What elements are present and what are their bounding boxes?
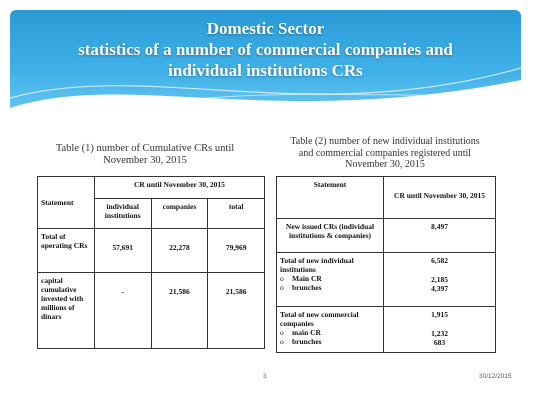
table1-col-individual: individual institutions [94,199,151,229]
table2-row3-sub1 [280,328,380,337]
table2-row1-value: 8,497 [384,219,496,253]
table2-caption: Table (2) number of new individual institutions and commercial companies registered until November 30, 2015 [290,136,480,170]
title-line-1: Domestic Sector [206,19,325,38]
table2-row2-sub1 [280,274,380,283]
title-line-3: individual institutions CRs [168,61,363,80]
table-new-crs [276,176,496,353]
slide-date: 30/12/2015 [479,373,512,380]
table1-statement-header: Statement [38,177,95,229]
table2-row3-sub2 [280,337,380,346]
bullet-icon: o [280,328,284,337]
table2-row2-cell [277,253,384,307]
bullet-icon: o [280,274,284,283]
table1-row1-total: 79,969 [208,229,265,273]
table1-group-header: CR until November 30, 2015 [94,177,264,199]
table1-col-total: total [208,199,265,229]
table2-row3-sub2-label: brunches [292,337,322,346]
table2-row3-sub2-value: 683 [433,338,446,347]
table-row [38,273,265,349]
table1-row1-label: Total of operating CRs [38,229,95,273]
slide-title [10,18,521,81]
bullet-icon: o [280,283,284,292]
table-cumulative-crs [37,176,265,349]
title-line-2: statistics of a number of commercial companies and [78,40,453,59]
table2-row2-sub1-label: Main CR [292,274,322,283]
table2-row3-values [384,307,496,353]
table2-row3-cell [277,307,384,353]
table2-row2-values [384,253,496,307]
table2-row2-sub2-label: brunches [292,283,322,292]
page-number: 3 [263,373,267,380]
table2-statement-header: Statement [277,177,384,219]
table1-row2-label: capital cumulative invested with millions of dinars [38,273,95,349]
table1-row1-individual: 57,691 [94,229,151,273]
table-row [38,229,265,273]
table-row [277,219,496,253]
table2-row3-sub1-value: 1,232 [431,329,448,338]
table2-row3-label: Total of new commercial companies [280,310,359,328]
table1-row2-individual: - [94,273,151,349]
table2-value-header: CR until November 30, 2015 [384,177,496,219]
table2-row3-value: 1,915 [431,310,448,319]
table2-row2-sub2-value: 4,397 [431,284,448,293]
table2-row2-value: 6,582 [431,256,448,265]
table-row [277,253,496,307]
table1-row2-companies: 21,586 [151,273,208,349]
table-row [277,307,496,353]
table2-row3-sub1-label: main CR [292,328,321,337]
table2-row2-label: Total of new individual institutions [280,256,354,274]
table1-caption: Table (1) number of Cumulative CRs until November 30, 2015 [55,143,235,166]
table1-row2-total: 21,586 [208,273,265,349]
table1-row1-companies: 22,278 [151,229,208,273]
bullet-icon: o [280,337,284,346]
table2-row1-label: New issued CRs (individual institutions & companies) [277,219,384,253]
table1-col-companies: companies [151,199,208,229]
table2-row2-sub2 [280,283,380,292]
table2-row2-sub1-value: 2,185 [431,275,448,284]
